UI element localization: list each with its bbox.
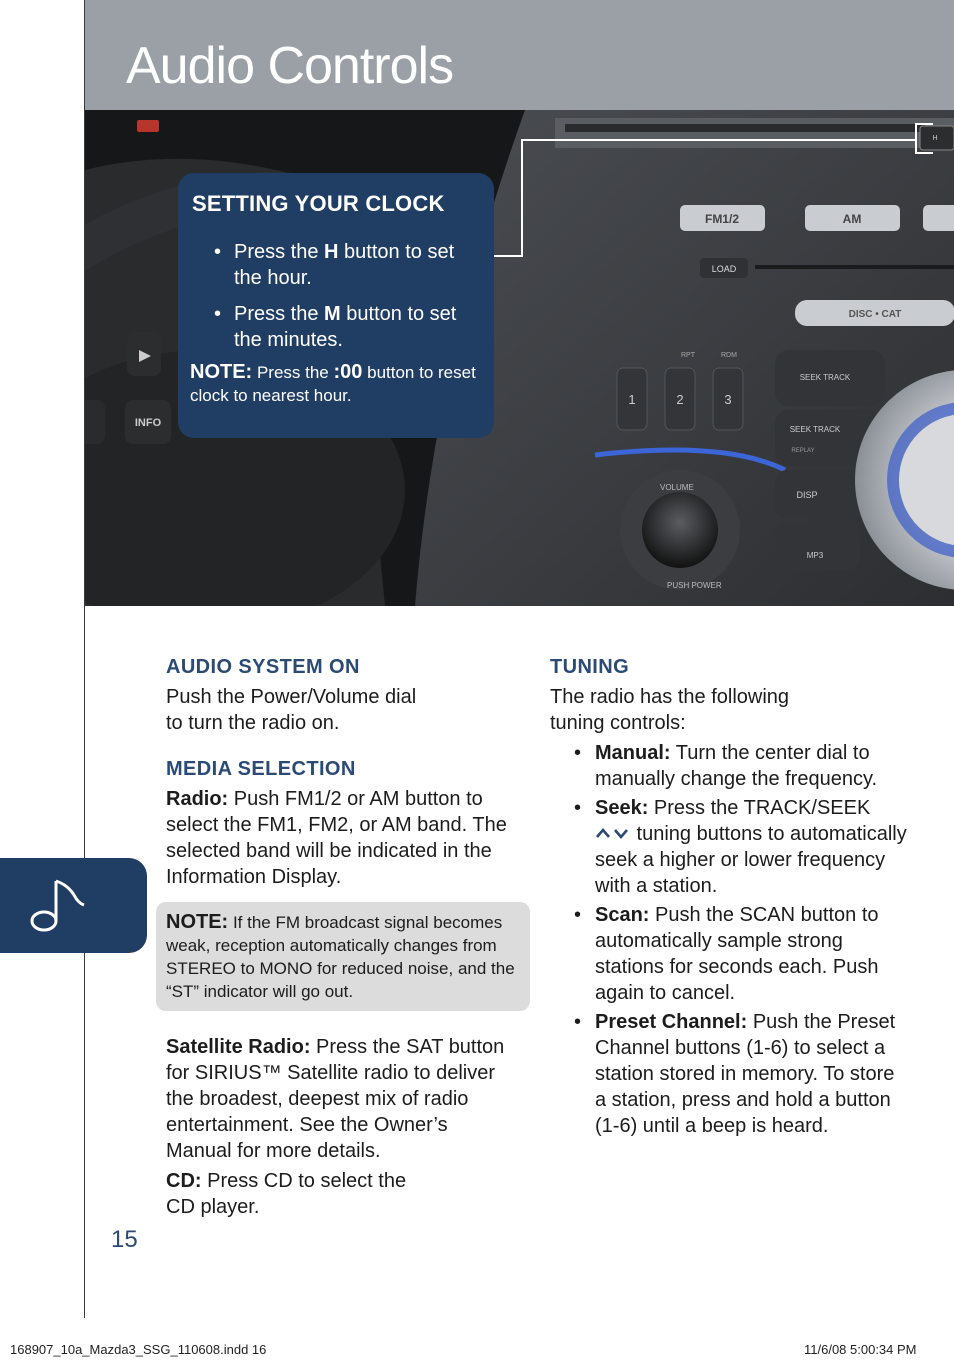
rpt-label: RPT: [681, 352, 695, 359]
preset-2-label: 2: [676, 392, 684, 407]
clock-callout: [178, 173, 494, 438]
section-tab: [0, 858, 147, 953]
radio-label: Radio:: [166, 788, 229, 810]
tuning-intro: tuning controls:: [550, 712, 686, 734]
satellite-label: Satellite Radio:: [166, 1036, 311, 1058]
fm-note-box: [156, 902, 530, 1011]
page-number: 15: [111, 1226, 138, 1253]
cd-text: Press CD to select the CD player.: [166, 1170, 407, 1218]
audio-on-line: Push the Power/Volume dial: [166, 686, 417, 708]
tuning-item: [550, 902, 910, 1006]
tuning-text: Push the SCAN button to automatically sample strong stations for seconds each. Push again to cancel.: [595, 904, 879, 1004]
h-button-label: H: [932, 135, 938, 142]
tuning-label: Seek:: [595, 797, 649, 819]
radio-paragraph: [166, 786, 516, 890]
callout-title: SETTING YOUR CLOCK: [192, 191, 445, 216]
note-text: If the FM broadcast signal becomes weak, reception automatically changes from STEREO to MONO for reduced noise, and the “ST” indicator will go out.: [166, 913, 515, 1001]
tuning-heading: TUNING: [550, 656, 630, 678]
seek-up-label: SEEK TRACK: [799, 373, 851, 382]
step-text: Press the: [234, 303, 325, 325]
tuning-text: tuning buttons to automatically seek a higher or lower frequency with a station.: [595, 823, 907, 897]
tuning-item: [550, 795, 910, 899]
tuning-text: Press the TRACK/SEEK: [648, 797, 871, 819]
tuning-list: [550, 740, 910, 1139]
disc-button-label: DISC • CAT: [848, 309, 902, 320]
volume-label: VOLUME: [660, 483, 694, 492]
note-key: :00: [333, 361, 363, 383]
seek-down-label: SEEK TRACK: [789, 425, 841, 434]
print-slug-file: 168907_10a_Mazda3_SSG_110608.indd 16: [10, 1342, 267, 1357]
callout-steps: [190, 239, 482, 353]
satellite-paragraph: [166, 1034, 506, 1164]
step-key: M: [324, 303, 341, 325]
step-key: H: [324, 241, 339, 263]
note-label: NOTE:: [166, 911, 229, 933]
audio-on-heading: AUDIO SYSTEM ON: [166, 656, 360, 678]
page-title: Audio Controls: [126, 37, 454, 95]
right-column: [550, 654, 910, 1142]
tuning-text: Push the Preset Channel buttons (1-6) to select a station stored in memory. To store a station, press and hold a button (1-6) until a beep is heard.: [595, 1011, 896, 1137]
note-label: NOTE:: [190, 361, 253, 383]
note-text: button to reset clock to nearest hour.: [190, 363, 476, 405]
rdm-label: RDM: [721, 352, 737, 359]
info-button-label: INFO: [134, 417, 162, 429]
tuning-label: Preset Channel:: [595, 1011, 748, 1033]
mp3-label: MP3: [806, 551, 824, 560]
tuning-label: Manual:: [595, 742, 671, 764]
print-slug-date: 11/6/08 5:00:34 PM: [804, 1342, 917, 1357]
satellite-text: Press the SAT button for SIRIUS™ Satellite radio to deliver the broadest, deepest mix of radio entertainment. See the Owner’s Manual for more details.: [166, 1036, 505, 1162]
media-heading: MEDIA SELECTION: [166, 758, 356, 780]
disp-label: DISP: [796, 490, 818, 500]
power-label: PUSH POWER: [667, 581, 722, 590]
tuning-text: Turn the center dial to manually change the frequency.: [595, 742, 878, 790]
preset-1-label: 1: [628, 392, 636, 407]
audio-on-line: to turn the radio on.: [166, 712, 340, 734]
step-text: Press the: [234, 241, 325, 263]
load-button-label: LOAD: [711, 264, 737, 274]
callout-step: [190, 301, 460, 353]
step-text: button to set the hour.: [234, 241, 455, 289]
callout-step: [190, 239, 460, 291]
tuning-item: [550, 1009, 910, 1139]
note-text: Press the: [252, 363, 334, 382]
chevron-up-down-icon: [595, 826, 631, 840]
cd-paragraph: [166, 1168, 436, 1220]
music-note-icon: [28, 875, 90, 937]
radio-text: Push FM1/2 or AM button to select the FM1, FM2, or AM band. The selected band will be indicated in the Information Display.: [166, 788, 507, 888]
replay-label: REPLAY: [791, 448, 815, 454]
preset-3-label: 3: [724, 392, 732, 407]
tuning-item: [550, 740, 910, 792]
callout-note: [190, 361, 482, 407]
tuning-intro: The radio has the following: [550, 686, 790, 708]
step-text: button to set the minutes.: [234, 303, 457, 351]
fm-button-label: FM1/2: [704, 212, 740, 226]
am-button-label: AM: [842, 212, 862, 226]
tuning-label: Scan:: [595, 904, 650, 926]
cd-label: CD:: [166, 1170, 202, 1192]
